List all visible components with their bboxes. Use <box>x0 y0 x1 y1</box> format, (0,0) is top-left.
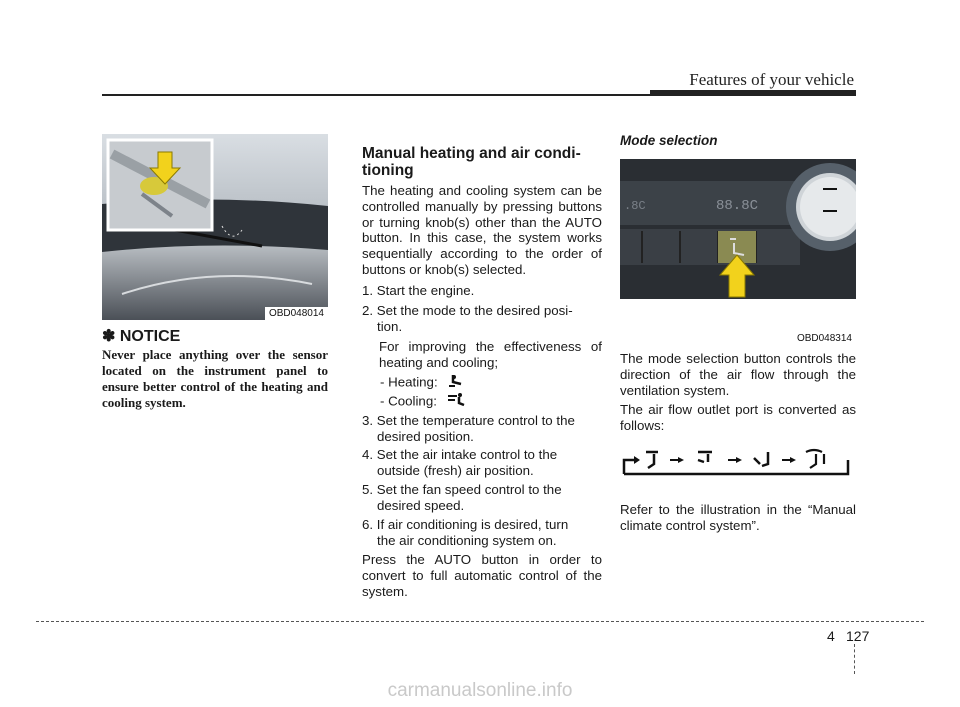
running-header: Features of your vehicle <box>689 70 854 89</box>
step-2: 2. Set the mode to the desired posi- <box>362 303 573 318</box>
mode-paragraph-3: Refer to the illustration in the “Manual climate control system”. <box>620 502 856 533</box>
step-5-cont: desired speed. <box>377 498 465 513</box>
svg-text:.8C: .8C <box>624 199 646 213</box>
mode-cycle-art <box>620 446 852 476</box>
step-6-cont: the air conditioning system on. <box>377 533 557 548</box>
page-number: 127 <box>846 628 870 644</box>
notice-body: Never place anything over the sensor located on the instrument panel to ensure better control of the heating and cooling system. <box>102 347 328 410</box>
section-heading: Manual heating and air condi-tioning <box>362 145 581 179</box>
face-mode-icon <box>447 392 465 412</box>
step-3-cont: desired position. <box>377 429 474 444</box>
step-5: 5. Set the fan speed control to the <box>362 482 562 497</box>
climate-panel-photo <box>620 159 856 345</box>
step-6: 6. If air conditioning is desired, turn <box>362 517 569 532</box>
sensor-photo-art <box>102 134 328 320</box>
step-4: 4. Set the air intake control to the <box>362 447 558 462</box>
sensor-photo <box>102 134 328 320</box>
outro-paragraph: Press the AUTO button in order to convert to full automatic control of the system. <box>362 552 602 599</box>
footer-rule <box>36 621 924 622</box>
step-4-cont: outside (fresh) air position. <box>377 463 534 478</box>
chapter-number: 4 <box>827 628 835 644</box>
mode-paragraph-2: The air flow outlet port is converted as follows: <box>620 402 856 433</box>
cooling-item <box>380 392 465 412</box>
mode-selection-heading: Mode selection <box>620 133 718 148</box>
panel-photo-code-label: OBD048314 <box>793 332 856 345</box>
intro-paragraph: The heating and cooling system can be controlled manually by pressing buttons or turning knob(s) other than the AUTO button. In this case, the system works sequentially according to the order of buttons or knob(s) selected. <box>362 183 602 277</box>
step-3: 3. Set the temperature control to the <box>362 413 575 428</box>
step-1: 1. Start the engine. <box>362 283 475 298</box>
step-2-note: For improving the effectiveness of heating and cooling; <box>379 339 602 370</box>
footer-vertical-rule <box>854 644 855 674</box>
mode-paragraph-1: The mode selection button controls the direction of the air flow through the ventilation system. <box>620 351 856 398</box>
header-rule-accent <box>650 90 856 96</box>
floor-mode-icon <box>447 374 465 392</box>
heating-text: - Heating: <box>380 374 438 390</box>
notice-title: ✽ NOTICE <box>102 328 181 345</box>
heating-item <box>380 374 465 392</box>
mode-sequence-diagram <box>620 446 852 476</box>
svg-text:88.8C: 88.8C <box>716 198 759 214</box>
watermark: carmanualsonline.info <box>387 680 573 701</box>
step-2-cont: tion. <box>377 319 403 334</box>
cooling-text: - Cooling: <box>380 393 437 409</box>
climate-panel-art <box>620 159 856 345</box>
photo-code-label: OBD048014 <box>265 307 328 320</box>
